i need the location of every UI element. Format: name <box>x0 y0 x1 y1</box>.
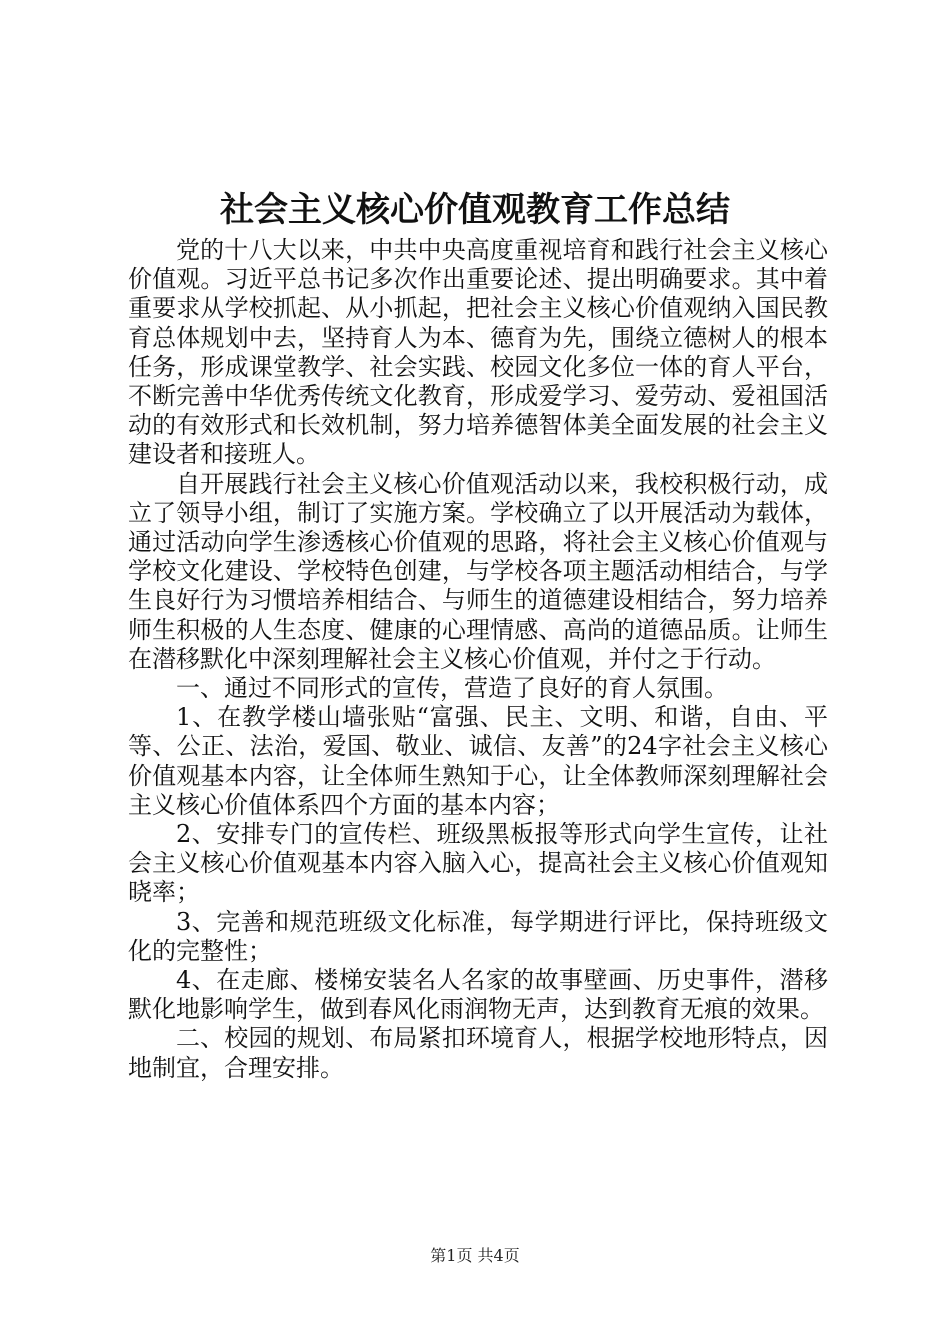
list-item-3: 3、完善和规范班级文化标准，每学期进行评比，保持班级文化的完整性； <box>128 907 828 965</box>
list-item-1: 1、在教学楼山墙张贴“富强、民主、文明、和谐，自由、平等、公正、法治，爱国、敬业、诚信、友善”的24字社会主义核心价值观基本内容，让全体师生熟知于心，让全体教师深刻理解社会主义核心价值体系四个方面的基本内容； <box>128 703 828 819</box>
section-heading-1: 一、通过不同形式的宣传，营造了良好的育人氛围。 <box>176 674 728 703</box>
page-footer: 第1页 共4页 <box>430 1246 520 1265</box>
paragraph-intro: 党的十八大以来，中共中央高度重视培育和践行社会主义核心价值观。习近平总书记多次作出重要论述、提出明确要求。其中着重要求从学校抓起、从小抓起，把社会主义核心价值观纳入国民教育总体规划中去，坚持育人为本、德育为先，围绕立德树人的根本任务，形成课堂教学、社会实践、校园文化多位一体的育人平台，不断完善中华优秀传统文化教育，形成爱学习、爱劳动、爱祖国活动的有效形式和长效机制，努力培养德智体美全面发展的社会主义建设者和接班人。 <box>128 236 828 469</box>
section-heading-2: 二、校园的规划、布局紧扣环境育人，根据学校地形特点，因地制宜，合理安排。 <box>128 1024 828 1082</box>
document-body <box>128 236 828 1083</box>
paragraph-activities: 自开展践行社会主义核心价值观活动以来，我校积极行动，成立了领导小组，制订了实施方案。学校确立了以开展活动为载体，通过活动向学生渗透核心价值观的思路，将社会主义核心价值观与学校文化建设、学校特色创建，与学校各项主题活动相结合，与学生良好行为习惯培养相结合、与师生的道德建设相结合，努力培养师生积极的人生态度、健康的心理情感、高尚的道德品质。让师生在潜移默化中深刻理解社会主义核心价值观，并付之于行动。 <box>128 469 828 673</box>
list-item-4: 4、在走廊、楼梯安装名人名家的故事壁画、历史事件，潜移默化地影响学生，做到春风化雨润物无声，达到教育无痕的效果。 <box>128 966 828 1024</box>
document-title: 社会主义核心价值观教育工作总结 <box>220 190 730 230</box>
list-item-2: 2、安排专门的宣传栏、班级黑板报等形式向学生宣传，让社会主义核心价值观基本内容入脑入心，提高社会主义核心价值观知晓率； <box>128 820 828 907</box>
